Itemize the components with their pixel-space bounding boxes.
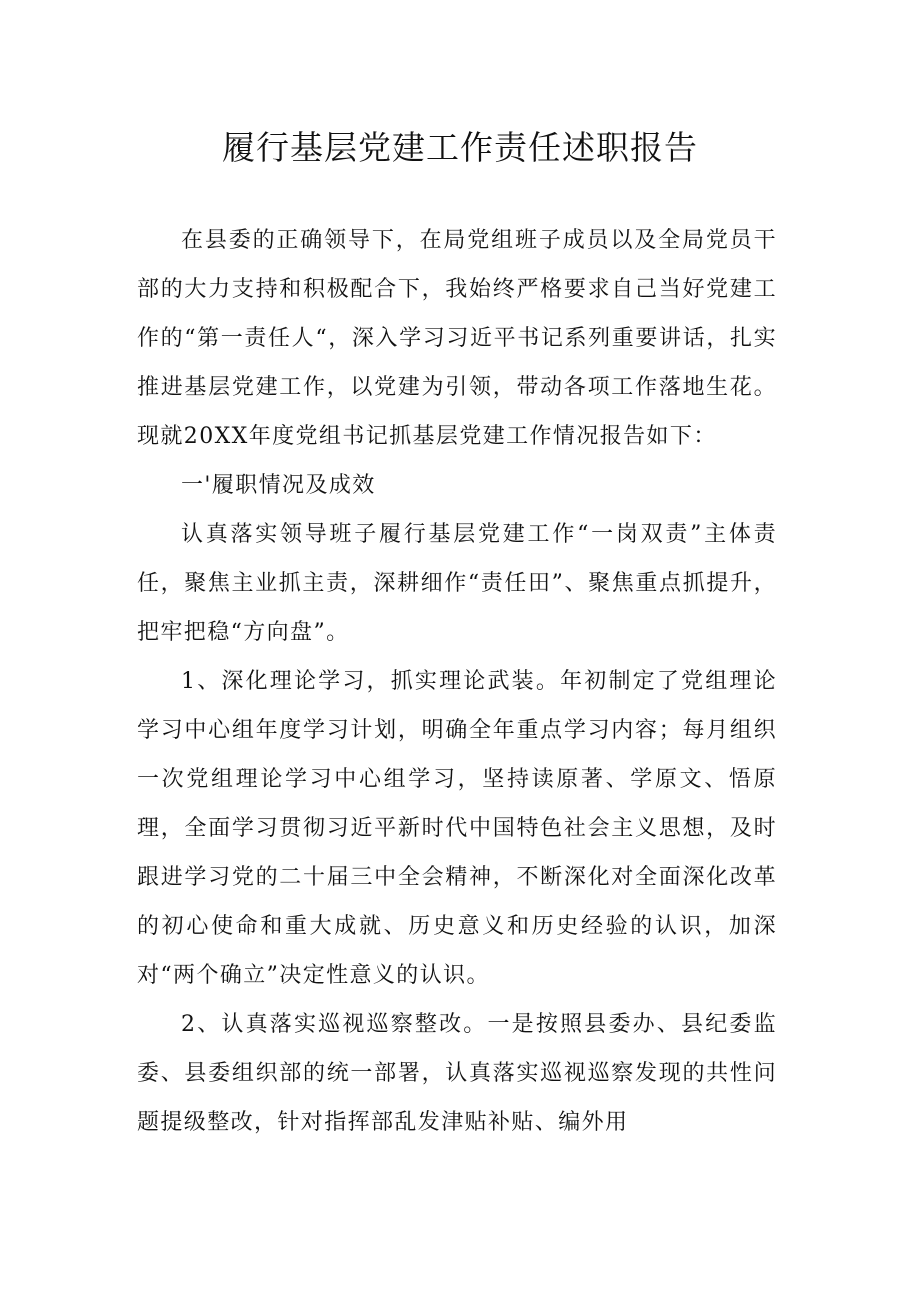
document-body xyxy=(137,216,777,1147)
document-title: 履行基层党建工作责任述职报告 xyxy=(222,128,698,167)
responsibility-paragraph: 认真落实领导班子履行基层党建工作“一岗双责”主体责任，聚焦主业抓主责，深耕细作“责任田”、聚焦重点抓提升，把牢把稳“方向盘”。 xyxy=(137,522,777,645)
theory-study-paragraph: 1、深化理论学习，抓实理论武装。年初制定了党组理论学习中心组年度学习计划，明确全年重点学习内容；每月组织一次党组理论学习中心组学习，坚持读原著、学原文、悟原理，全面学习贯彻习近平新时代中国特色社会主义思想，及时跟进学习党的二十届三中全会精神，不断深化对全面深化改革的初心使命和重大成就、历史意义和历史经验的认识，加深对“两个确立”决定性意义的认识。 xyxy=(137,669,777,988)
intro-paragraph: 在县委的正确领导下，在局党组班子成员以及全局党员干部的大力支持和积极配合下，我始终严格要求自己当好党建工作的“第一责任人“，深入学习习近平书记系列重要讲话，扎实推进基层党建工作，以党建为引领，带动各项工作落地生花。现就20XX年度党组书记抓基层党建工作情况报告如下： xyxy=(137,228,777,449)
section-heading-performance: 一'履职情况及成效 xyxy=(181,473,376,498)
inspection-rectification-paragraph: 2、认真落实巡视巡察整改。一是按照县委办、县纪委监委、县委组织部的统一部署，认真落实巡视巡察发现的共性问题提级整改，针对指挥部乱发津贴补贴、编外用 xyxy=(137,1012,777,1135)
